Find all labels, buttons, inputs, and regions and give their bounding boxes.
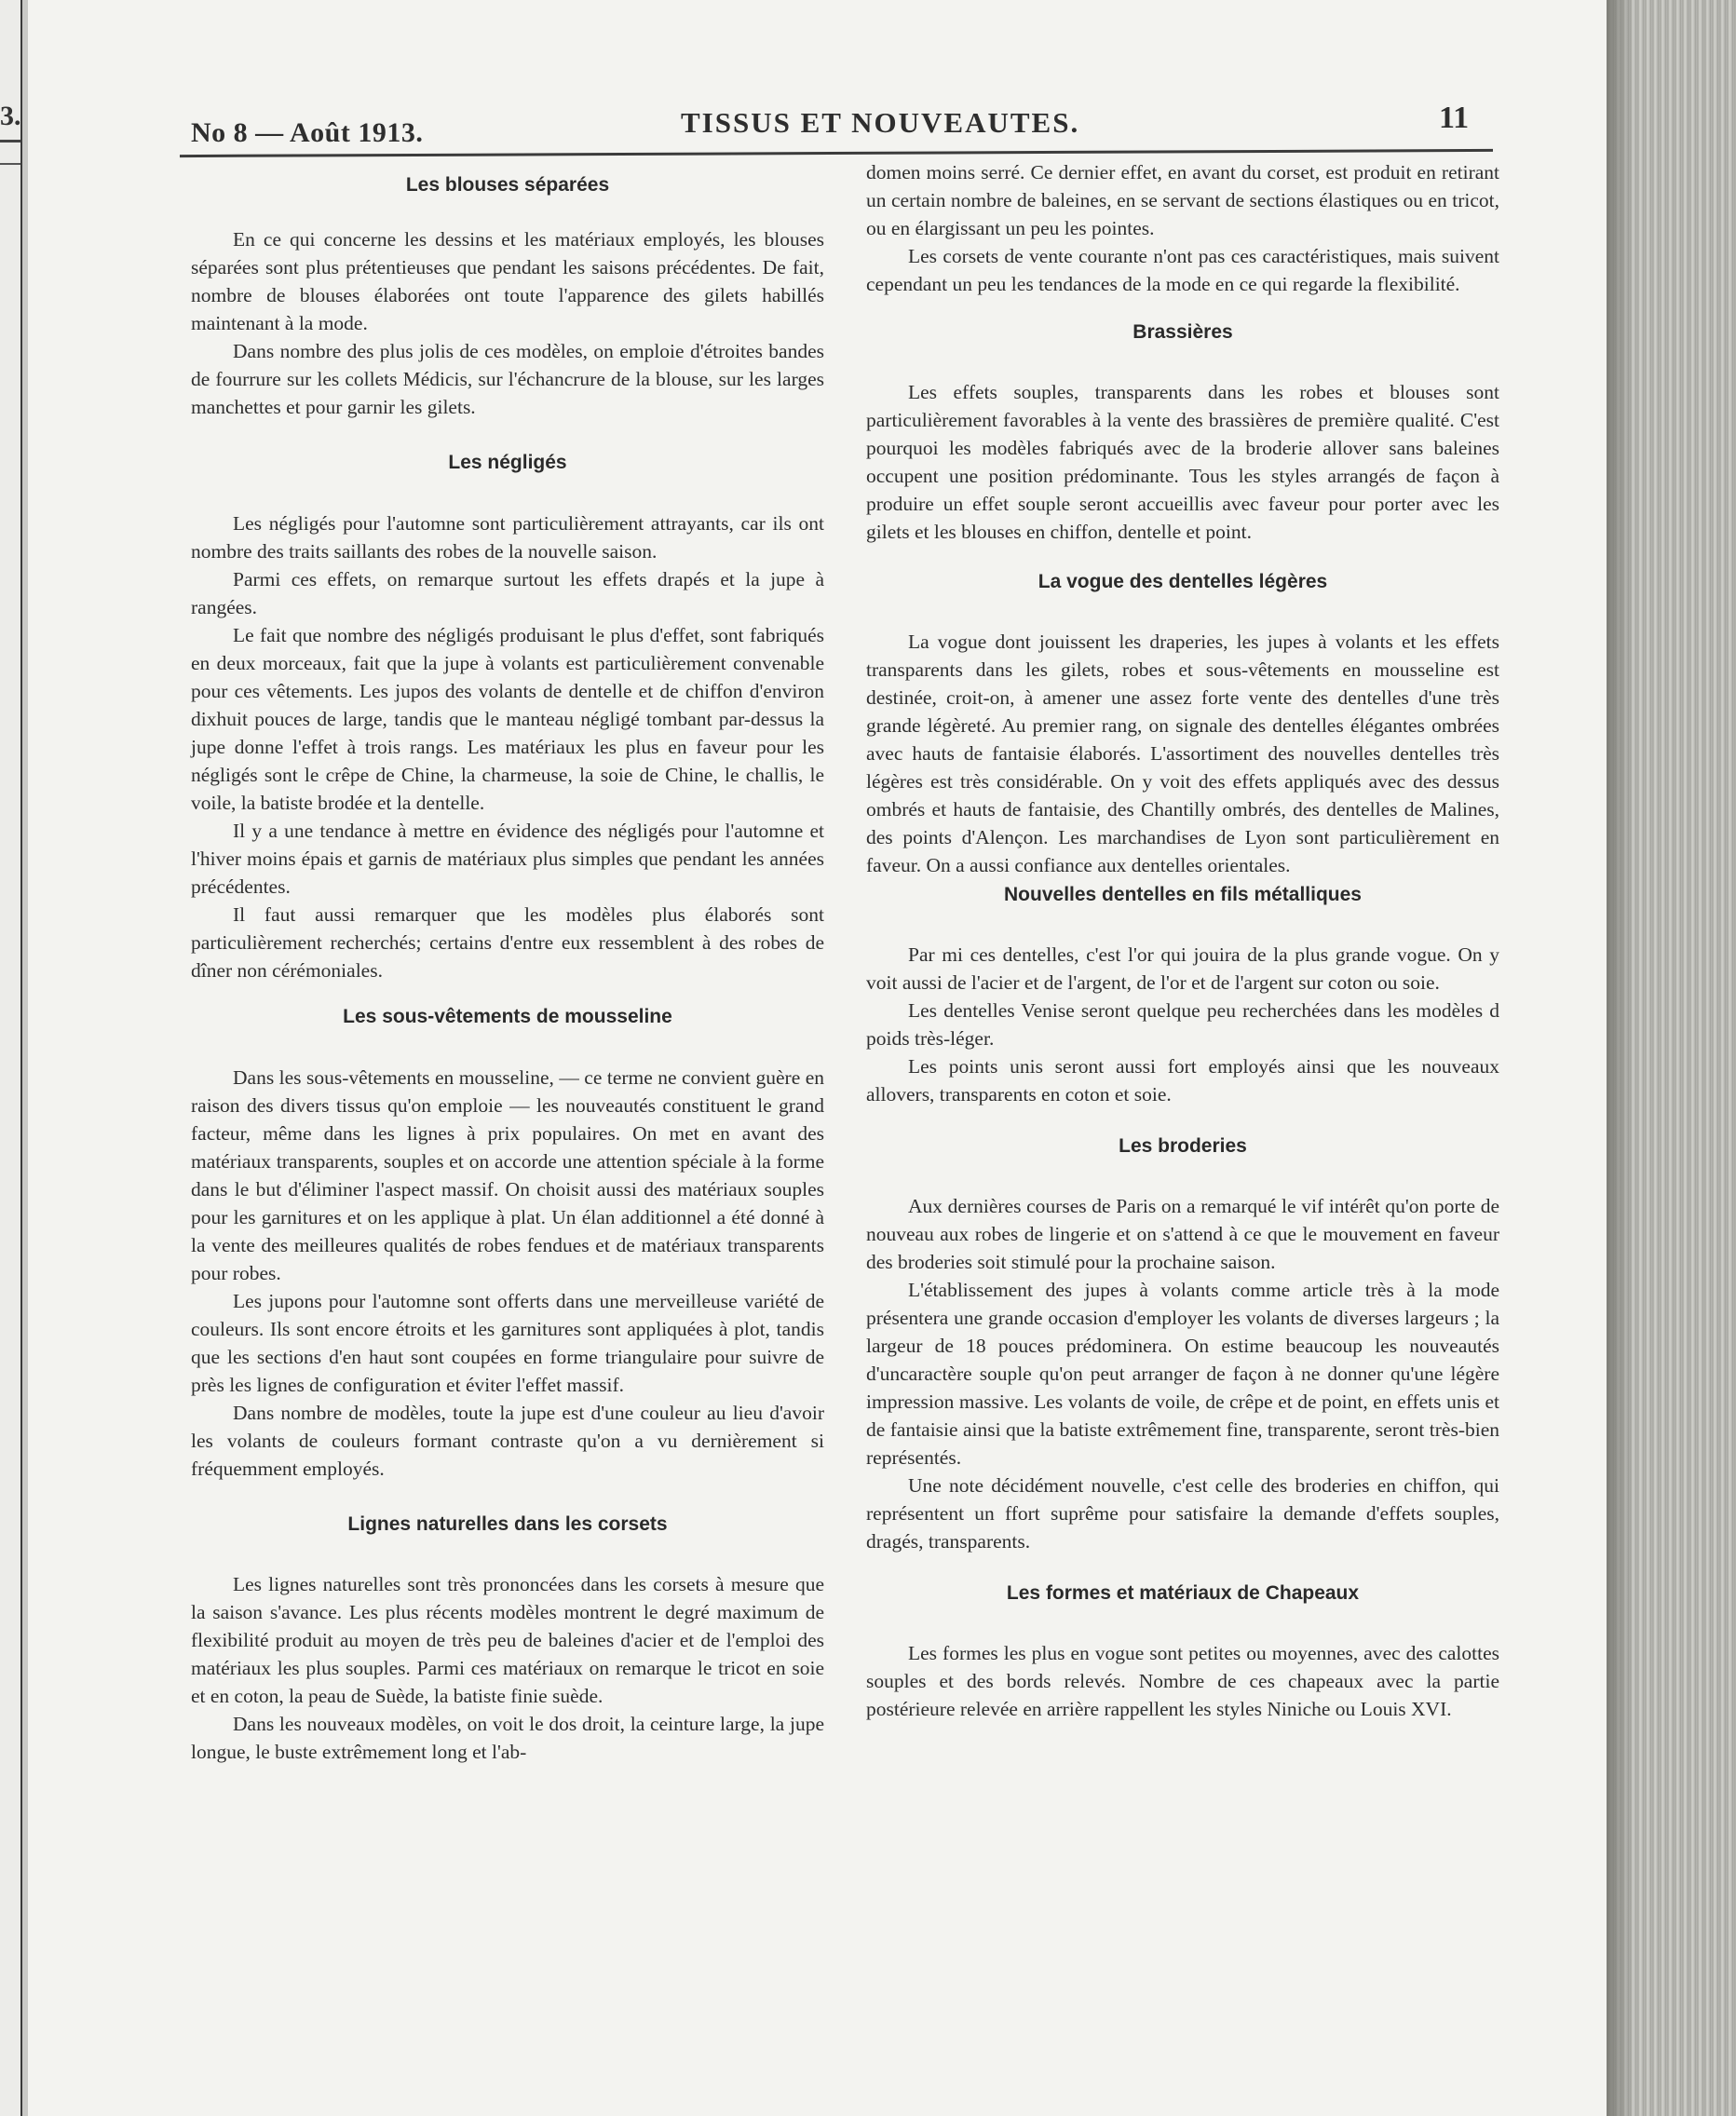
paragraph: Les jupons pour l'automne sont offerts dans une merveilleuse variété de couleurs. Ils sont encore étroits et les garnitures sont appliquées à plot, tandis que les sections d'en haut sont coupées en forme triangulaire pour suivre de près les lignes de configuration et éviter l'effet massif. <box>191 1290 824 1396</box>
section-heading: Les sous-vêtements de mousseline <box>343 1006 672 1027</box>
running-header <box>191 101 1495 147</box>
journal-title: TISSUS ET NOUVEAUTES. <box>681 106 1080 139</box>
section-heading: Brassières <box>1132 321 1233 343</box>
section-heading: Les broderies <box>1119 1135 1247 1157</box>
paragraph: Dans les nouveaux modèles, on voit le dos droit, la ceinture large, la jupe longue, le buste extrêmement long et l'ab- <box>191 1713 824 1763</box>
section-heading: La vogue des dentelles légères <box>1038 571 1328 592</box>
paragraph: Le fait que nombre des négligés produisant le plus d'effet, sont fabriqués en deux morceaux, fait que la jupe à volants est particulièrement convenable pour ces vêtements. Les jupos des volants de dentelle et de chiffon d'environ dixhuit pouces de large, tandis que le manteau négligé tombant par-dessus la jupe donne l'effet à trois rangs. Les matériaux les plus en faveur pour les négligés sont le crêpe de Chine, la charmeuse, la soie de Chine, le challis, le voile, la batiste brodée et la dentelle. <box>191 624 824 814</box>
paragraph: Aux dernières courses de Paris on a remarqué le vif intérêt qu'on porte de nouveau aux robes de lingerie et on s'attend à ce que le mouvement en faveur des broderies soit stimulé pour la prochaine saison. <box>866 1195 1499 1273</box>
paragraph: L'établissement des jupes à volants comme article très à la mode présentera une grande occasion d'employer les volants de diverses largeurs ; la largeur de 18 pouces prédominera. On estime beaucoup les nouveautés d'uncaractère souple qu'on peut arranger de façon à ne donner qu'une légère impression massive. Les volants de voile, de crêpe et de point, en effets unis et de fantaisie ainsi que la batiste extrêmement fine, transparente, seront très-bien représentés. <box>866 1279 1499 1469</box>
paragraph: En ce qui concerne les dessins et les matériaux employés, les blouses séparées sont plus prétentieuses que pendant les saisons précédentes. De fait, nombre de blouses élaborées ont toute l'apparence des gilets habillés maintenant à la mode. <box>191 228 824 334</box>
paragraph: Une note décidément nouvelle, c'est celle des broderies en chiffon, qui représentent un ffort suprême pour satisfaire la demande d'effets souples, dragés, transparents. <box>866 1474 1499 1553</box>
previous-page-rule-2 <box>0 163 20 165</box>
page-number: 11 <box>1439 101 1470 135</box>
gutter-shadow <box>1607 0 1634 2116</box>
previous-page-rule <box>0 140 20 142</box>
paragraph: Les lignes naturelles sont très prononcées dans les corsets à mesure que la saison s'avance. Les plus récents modèles montrent le degré maximum de flexibilité produit au moyen de très peu de baleines d'acier et de l'emploi des matériaux les plus souples. Parmi ces matériaux on remarque le tricot en soie et en coton, la peau de Suède, la batiste finie suède. <box>191 1573 824 1707</box>
section-heading: Lignes naturelles dans les corsets <box>347 1513 668 1535</box>
paragraph: Dans nombre des plus jolis de ces modèles, on emploie d'étroites bandes de fourrure sur les collets Médicis, sur l'échancrure de la blouse, sur les larges manchettes et pour garnir les gilets. <box>191 340 824 418</box>
paragraph: Il y a une tendance à mettre en évidence des négligés pour l'automne et l'hiver moins épais et garnis de matériaux plus simples que pendant les années précédentes. <box>191 820 824 898</box>
previous-page-edge <box>0 0 22 2116</box>
section-heading: Les blouses séparées <box>405 174 610 196</box>
paragraph: Par mi ces dentelles, c'est l'or qui jouira de la plus grande vogue. On y voit aussi de l'acier et de l'argent, de l'or et de l'argent sur coton ou soie. <box>866 943 1499 994</box>
paragraph: Parmi ces effets, on remarque surtout les effets drapés et la jupe à rangées. <box>191 568 824 618</box>
paragraph: Les dentelles Venise seront quelque peu recherchées dans les modèles d poids très-léger. <box>866 999 1499 1050</box>
paragraph: Les effets souples, transparents dans les robes et blouses sont particulièrement favorables à la vente des brassières de première qualité. C'est pourquoi les modèles fabriqués avec de la broderie allover sans baleines occupent une position prédominante. Tous les styles arrangés de façon à produire un effet souple seront accueillis avec faveur pour porter avec les gilets et les blouses en chiffon, dentelle et point. <box>866 381 1499 543</box>
paragraph: La vogue dont jouissent les draperies, les jupes à volants et les effets transparents dans les gilets, robes et sous-vêtements en mousseline est destinée, croit-on, à amener une assez forte vente des dentelles d'une très grande légèreté. Au premier rang, on signale des dentelles élégantes ombrées avec hauts de fantaisie élaborés. L'assortiment des nouvelles dentelles très légères est très considérable. On y voit des effets appliqués avec des dessus ombrés et hauts de fantaisie, des Chantilly ombrés, des dentelles de Malines, des points d'Alençon. Les marchandises de Lyon sont particulièrement en faveur. On a aussi confiance aux dentelles orientales. <box>866 631 1499 876</box>
paragraph: Dans les sous-vêtements en mousseline, — ce terme ne convient guère en raison des divers tissus qu'on emploie — les nouveautés constituent le grand facteur, même dans les lignes à prix populaires. On met en avant des matériaux transparents, souples et on accorde une attention spéciale à la forme dans le but d'éliminer l'aspect massif. On choisit aussi des matériaux souples pour les garnitures et on les applique à plat. Un élan additionnel a été donné à la vente des meilleures qualités de robes fendues et de matériaux transparents pour robes. <box>191 1066 824 1284</box>
section-heading: Les formes et matériaux de Chapeaux <box>1006 1582 1360 1604</box>
section-heading: Les négligés <box>448 452 567 473</box>
paragraph: Les corsets de vente courante n'ont pas ces caractéristiques, mais suivent cependant un peu les tendances de la mode en ce qui regarde la flexibilité. <box>866 245 1499 295</box>
left-column <box>191 166 824 1766</box>
paragraph: Les points unis seront aussi fort employés ainsi que les nouveaux allovers, transparents en coton et soie. <box>866 1055 1499 1105</box>
paragraph: Dans nombre de modèles, toute la jupe est d'une couleur au lieu d'avoir les volants de couleurs formant contraste qu'on a vu dernièrement si fréquemment employés. <box>191 1402 824 1480</box>
paragraph: Il faut aussi remarquer que les modèles plus élaborés sont particulièrement recherchés; certains d'entre eux ressemblent à des robes de dîner non cérémoniales. <box>191 903 824 982</box>
paragraph: Les formes les plus en vogue sont petites ou moyennes, avec des calottes souples et des bords relevés. Nombre de ces chapeaux avec la partie postérieure relevée en arrière rappellent les styles Niniche ou Louis XVI. <box>866 1642 1499 1720</box>
section-heading: Nouvelles dentelles en fils métalliques <box>1004 884 1362 905</box>
paragraph: Les négligés pour l'automne sont particulièrement attrayants, car ils ont nombre des traits saillants des robes de la nouvelle saison. <box>191 512 824 563</box>
issue-date: No 8 — Août 1913. <box>191 117 424 148</box>
right-column <box>866 158 1499 1723</box>
paragraph-continued: domen moins serré. Ce dernier effet, en avant du corset, est produit en retirant un certain nombre de baleines, en se servant de sections élastiques ou en tricot, ou en élargissant un peu les pointes. <box>866 161 1499 239</box>
previous-page-fragment: 3. <box>0 101 21 131</box>
book-page-edges <box>1607 0 1736 2116</box>
